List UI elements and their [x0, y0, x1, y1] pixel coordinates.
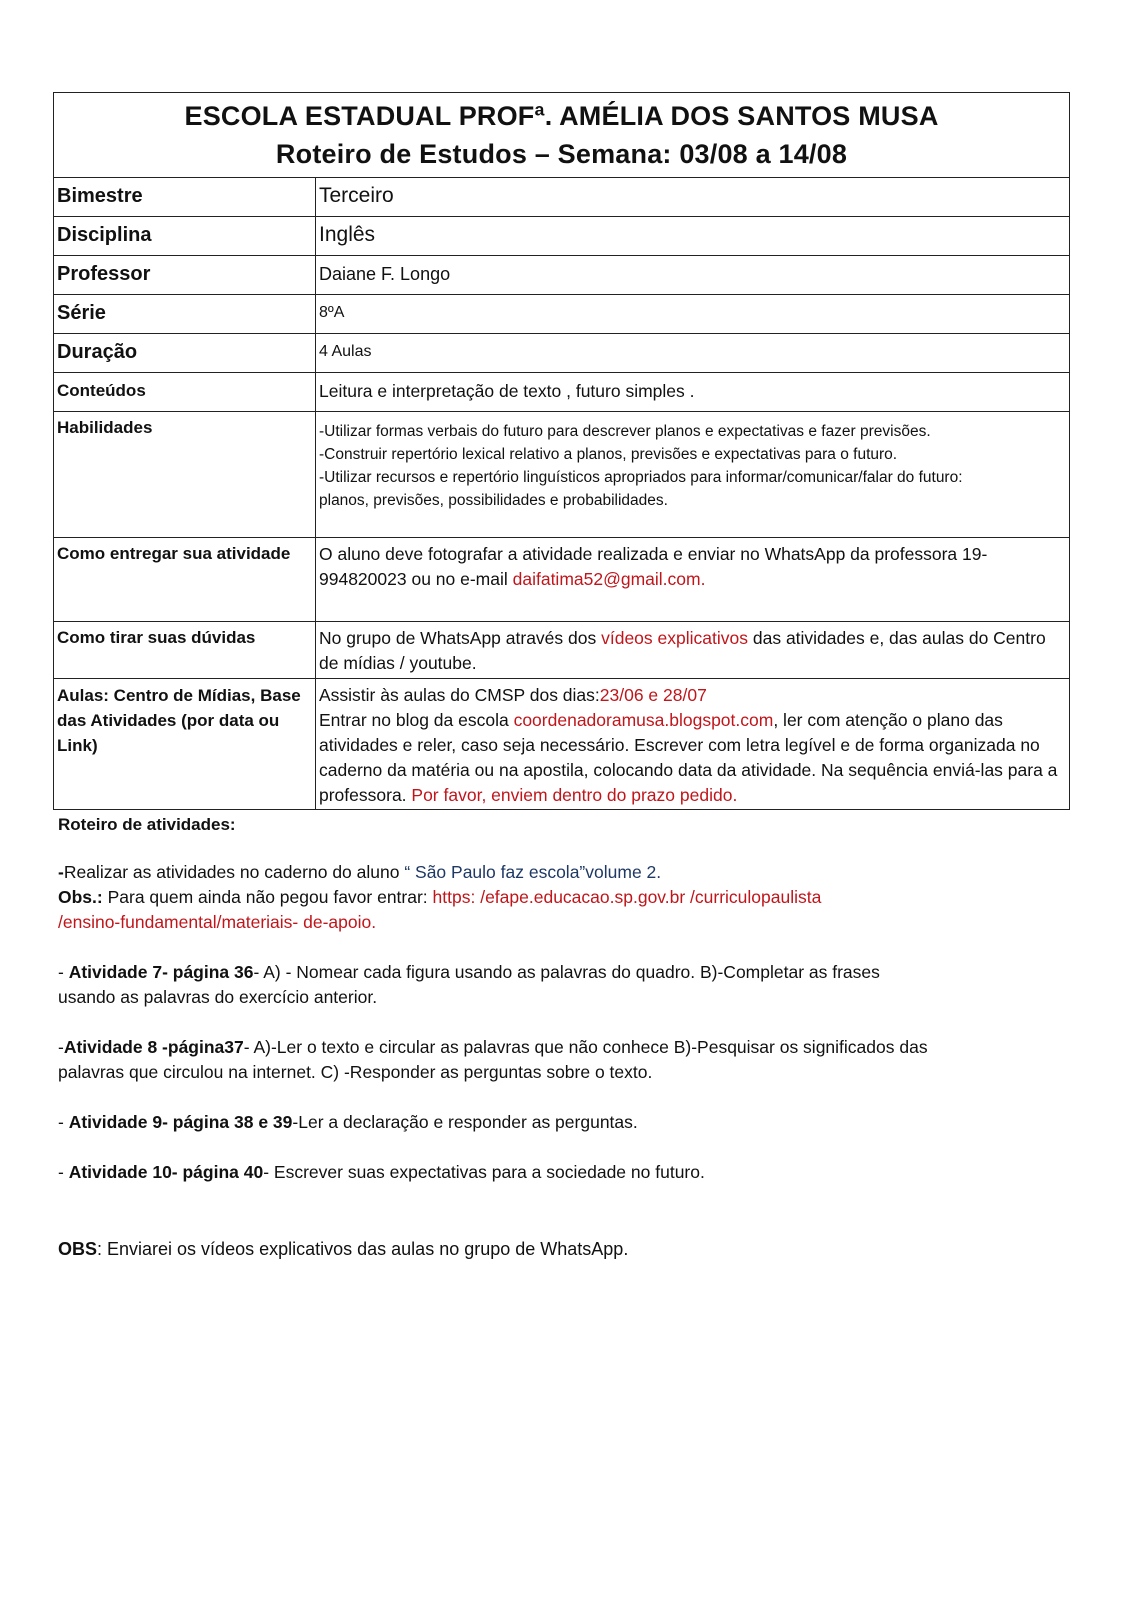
obs-final-text: : Enviarei os vídeos explicativos das aulas no grupo de WhatsApp.: [97, 1239, 629, 1259]
row-value-habilidades: [316, 412, 1070, 538]
row-label-bimestre: Bimestre: [54, 178, 316, 217]
classes-text: Assistir às aulas do CMSP dos dias:: [319, 685, 600, 705]
row-value-duvidas: [316, 622, 1070, 679]
row-value-professor: Daiane F. Longo: [316, 256, 1070, 295]
skill-line: -Utilizar recursos e repertório linguísticos apropriados para informar/comunicar/falar do futuro:: [319, 469, 963, 486]
activities-heading: Roteiro de atividades:: [58, 815, 236, 834]
activity-item: [58, 960, 938, 1010]
activity-text: -Ler a declaração e responder as perguntas.: [292, 1112, 638, 1132]
table-row: [54, 295, 1070, 334]
doubts-text-end: das atividades e, das aulas do Centro de mídias / youtube.: [319, 628, 1046, 673]
row-value-bimestre: Terceiro: [316, 178, 1070, 217]
deadline-warning: Por favor, enviem dentro do prazo pedido.: [411, 785, 738, 805]
obs-label: Obs.:: [58, 887, 103, 907]
row-label-duvidas: Como tirar suas dúvidas: [54, 622, 316, 679]
table-row: [54, 256, 1070, 295]
activity-item: [58, 1160, 1058, 1185]
blog-link[interactable]: coordenadoramusa.blogspot.com: [513, 710, 774, 730]
doubts-text: No grupo de WhatsApp através dos: [319, 628, 602, 648]
row-value-conteudos: Leitura e interpretação de texto , futuro simples .: [316, 373, 1070, 412]
row-label-professor: Professor: [54, 256, 316, 295]
row-label-duracao: Duração: [54, 334, 316, 373]
table-row: [54, 538, 1070, 622]
item-prefix: -: [58, 1112, 69, 1132]
instruction-text: Realizar as atividades no caderno do aluno: [63, 862, 405, 882]
activity-item: [58, 1110, 1058, 1135]
email-link[interactable]: daifatima52@gmail.com.: [512, 569, 706, 589]
blog-text: Entrar no blog da escola: [319, 710, 514, 730]
class-dates: 23/06 e 28/07: [599, 685, 707, 705]
final-note: [58, 1237, 1058, 1262]
row-value-serie: 8ºA: [316, 295, 1070, 334]
book-title: “ São Paulo faz escola”volume 2.: [404, 862, 662, 882]
row-value-aulas: [316, 679, 1070, 810]
delivery-text: O aluno deve fotografar a atividade realizada e enviar no WhatsApp da professora 19-994820023 ou no e-mail: [319, 544, 988, 589]
row-label-serie: Série: [54, 295, 316, 334]
table-row: [54, 217, 1070, 256]
row-value-disciplina: Inglês: [316, 217, 1070, 256]
videos-highlight: vídeos explicativos: [601, 628, 748, 648]
plan-subtitle: Roteiro de Estudos – Semana: 03/08 a 14/08: [275, 139, 848, 169]
activity-item: [58, 1035, 948, 1085]
table-row: [54, 679, 1070, 810]
row-value-entrega: [316, 538, 1070, 622]
table-row: [54, 412, 1070, 538]
activity-text: - Escrever suas expectativas para a sociedade no futuro.: [263, 1162, 705, 1182]
materials-link[interactable]: https: /efape.educacao.sp.gov.br /curriculopaulista: [432, 887, 822, 907]
activity-title: Atividade 9- página 38 e 39: [68, 1112, 293, 1132]
row-label-aulas: Aulas: Centro de Mídias, Base das Atividades (por data ou Link): [54, 679, 316, 810]
skill-line: planos, previsões, possibilidades e probabilidades.: [319, 492, 668, 509]
obs-final-label: OBS: [58, 1239, 98, 1259]
item-prefix: -: [58, 1037, 64, 1057]
instructions-text: , ler com atenção o plano das atividades e reler, caso seja necessário. Escrever com letra legível e de forma organizada no caderno da matéria ou na apostila, colocando data da atividade. Na sequência enviá-las para a professora.: [319, 710, 1058, 805]
table-row: [54, 622, 1070, 679]
activity-text: - A) - Nomear cada figura usando as palavras do quadro. B)-Completar as frases usando as palavras do exercício anterior.: [58, 962, 880, 1007]
title-cell: [54, 93, 1070, 178]
skill-line: -Utilizar formas verbais do futuro para descrever planos e expectativas e fazer previsões.: [319, 423, 931, 440]
activity-title: Atividade 8 -página37: [63, 1037, 244, 1057]
row-label-entrega: Como entregar sua atividade: [54, 538, 316, 622]
obs-link-note: [58, 885, 1058, 935]
activity-text: - A)-Ler o texto e circular as palavras que não conhece B)-Pesquisar os significados das palavras que circulou na internet. C) -Responder as perguntas sobre o texto.: [58, 1037, 928, 1082]
table-row: [54, 373, 1070, 412]
dash: -: [58, 862, 64, 882]
skill-line: -Construir repertório lexical relativo a planos, previsões e expectativas para o futuro.: [319, 446, 898, 463]
row-label-habilidades: Habilidades: [54, 412, 316, 538]
activity-instruction: [58, 860, 1058, 885]
activity-title: Atividade 7- página 36: [68, 962, 254, 982]
title-row: [54, 93, 1070, 178]
row-label-conteudos: Conteúdos: [54, 373, 316, 412]
obs-text: Para quem ainda não pegou favor entrar:: [102, 887, 433, 907]
item-prefix: -: [58, 1162, 69, 1182]
row-value-duracao: 4 Aulas: [316, 334, 1070, 373]
activity-title: Atividade 10- página 40: [68, 1162, 264, 1182]
table-row: [54, 334, 1070, 373]
row-label-disciplina: Disciplina: [54, 217, 316, 256]
school-name: ESCOLA ESTADUAL PROFª. AMÉLIA DOS SANTOS MUSA: [184, 101, 939, 131]
study-plan-table: [53, 92, 1070, 810]
item-prefix: -: [58, 962, 69, 982]
materials-link-cont[interactable]: /ensino-fundamental/materiais- de-apoio.: [58, 912, 377, 932]
table-row: [54, 178, 1070, 217]
